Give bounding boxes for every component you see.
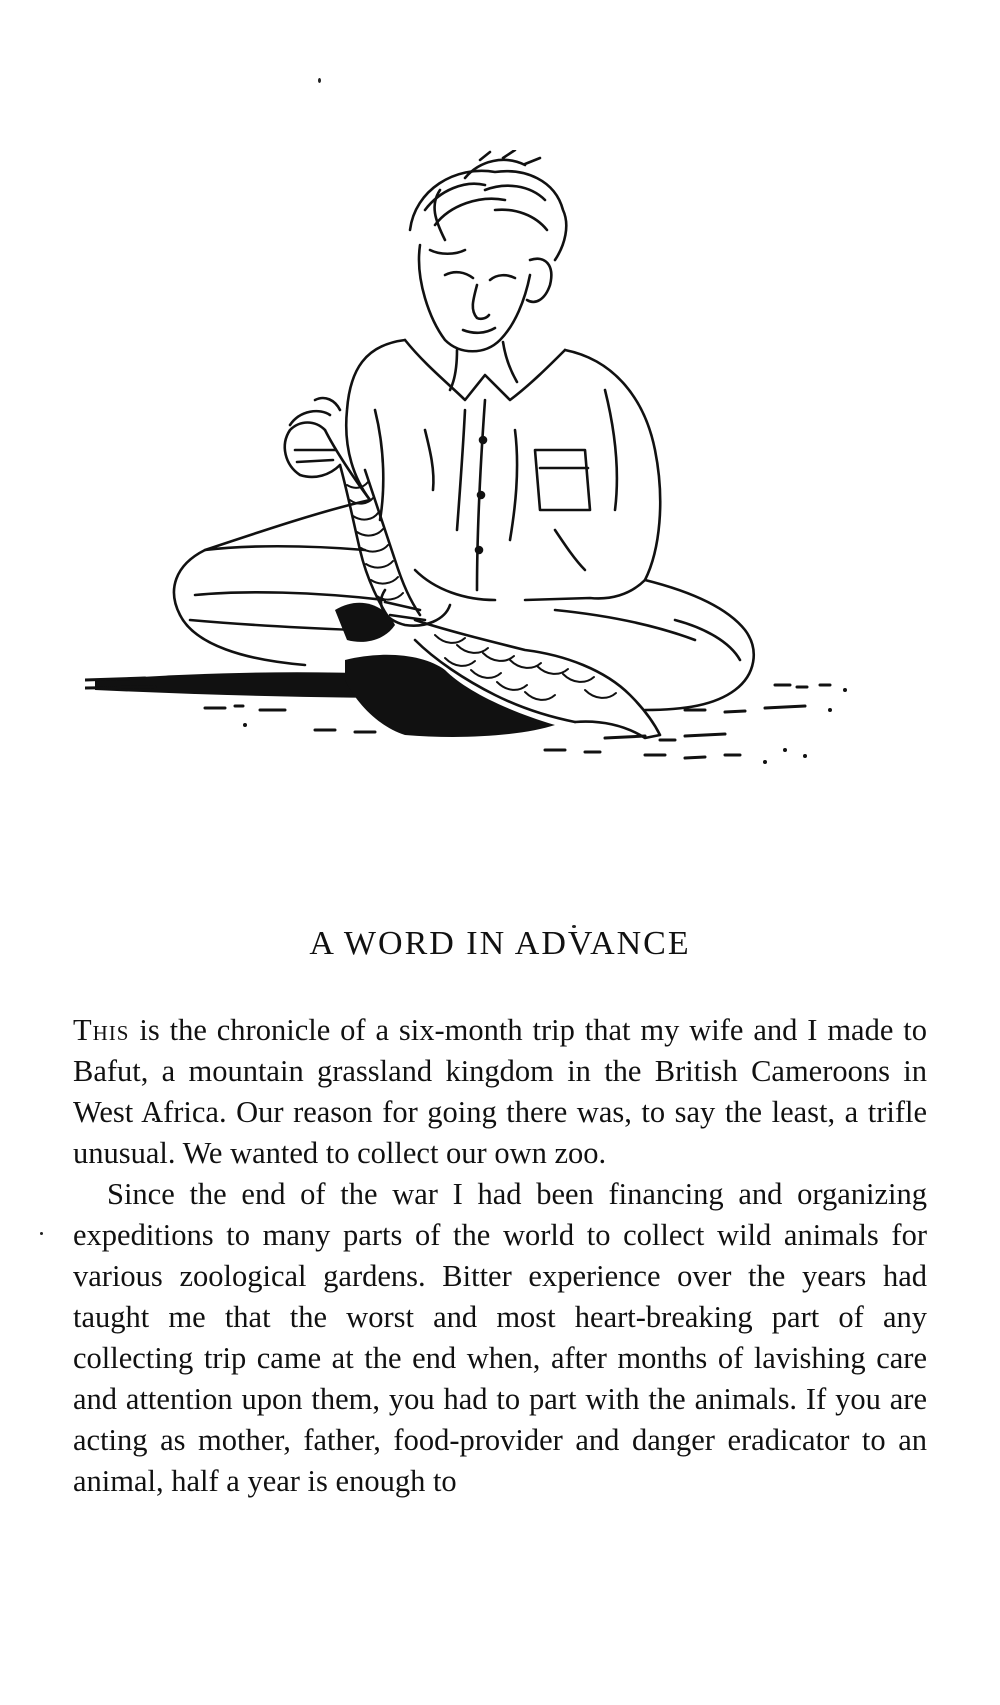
scan-speck [40,1232,43,1235]
chapter-body [73,1010,927,1502]
scan-speck [318,78,321,83]
paragraph-lead-word: This [73,1013,130,1047]
paragraph-2: Since the end of the war I had been financing and organizing expeditions to many parts of the world to collect wild animals for various zoological gardens. Bitter experience over the years had taught me that the worst and most heart-breaking part of any collecting trip came at the end when, after months of lavishing care and attention upon them, you had to part with the animals. If you are acting as mother, father, food-provider and danger eradicator to an animal, half a year is enough to [73,1177,927,1498]
paragraph-1-text: is the chronicle of a six-month trip that my wife and I made to Bafut, a mountain grassland kingdom in the British Cameroons in West Africa. Our reason for going there was, to say the least, a trifle unusual. We wanted to collect our own zoo. [73,1013,927,1170]
chapter-title: A WORD IN ADVANCE [309,925,691,962]
man-holding-pangolin-illustration-icon [85,150,915,830]
paragraph-1 [73,1010,927,1174]
